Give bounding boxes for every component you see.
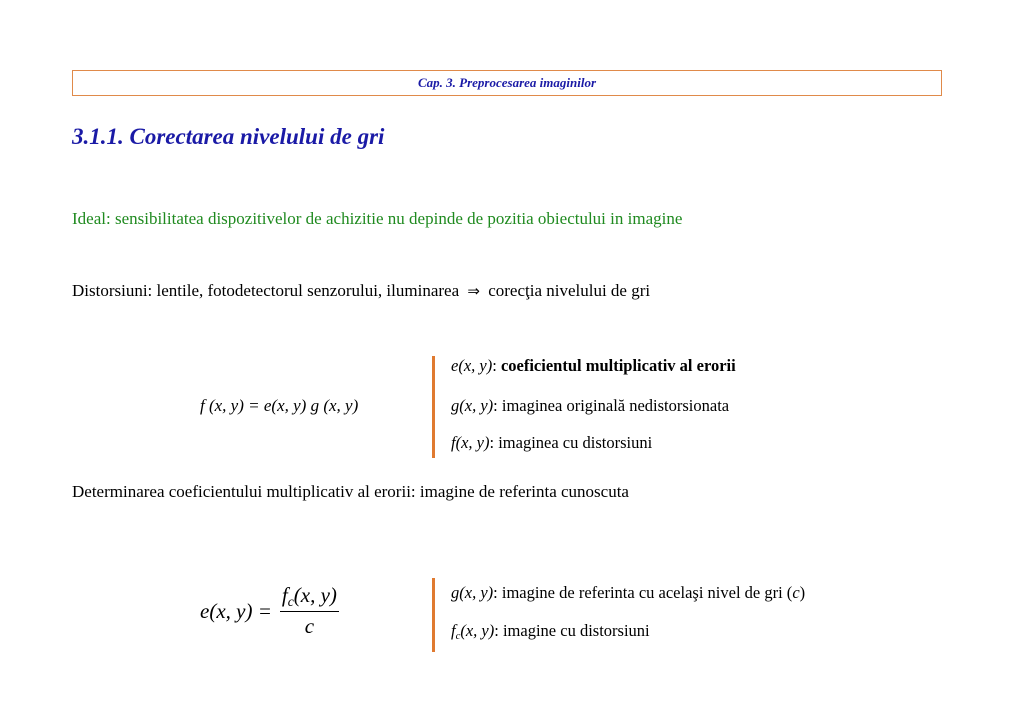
formula2-lhs: e(x, y) = (200, 598, 272, 623)
legend-item-reference-image: g(x, y): imagine de referinta cu acelaşi nivel de gri (c) (451, 583, 806, 602)
formula-error-coefficient (200, 583, 339, 639)
legend-args: (x, y) (458, 356, 493, 375)
legend-item-distorted-image: f(x, y): imaginea cu distorsiuni (451, 433, 653, 452)
section-title: 3.1.1. Corectarea nivelului de gri (72, 124, 385, 149)
numerator-args: (x, y) (293, 583, 337, 607)
distortion-suffix: corecţia nivelului de gri (488, 281, 651, 300)
legend-symbol: g (451, 396, 460, 415)
distortion-prefix: Distorsiuni: lentile, fotodetectorul senzorului, iluminarea (72, 281, 460, 300)
numerator-subscript: c (287, 594, 294, 610)
legend-text: imagine cu distorsiuni (502, 621, 650, 640)
legend-item-error-coefficient: e(x, y): coeficientul multiplicativ al erorii (451, 356, 736, 375)
legend-close: ) (799, 583, 806, 602)
ideal-paragraph: Ideal: sensibilitatea dispozitivelor de achizitie nu depinde de pozitia obiectului in imagine (72, 209, 683, 228)
legend-symbol: g (451, 583, 460, 602)
legend-text: imagine de referinta cu acelaşi nivel de gri ( (501, 583, 793, 602)
formula-distortion-model: f (x, y) = e(x, y) g (x, y) (200, 396, 359, 415)
numerator-f: f (281, 583, 288, 607)
header-box (72, 70, 942, 96)
legend-args: (x, y) (459, 396, 494, 415)
legend-args: (x, y) (460, 621, 495, 640)
legend-args: (x, y) (455, 433, 490, 452)
legend-item-original-image: g(x, y): imaginea originală nedistorsionata (451, 396, 730, 415)
fraction-denominator: c (304, 614, 315, 639)
header-title: Cap. 3. Preprocesarea imaginilor (417, 75, 597, 90)
fraction-numerator (280, 583, 339, 612)
legend-text: imaginea cu distorsiuni (498, 433, 653, 452)
legend-param: c (792, 583, 800, 602)
legend-bar-1 (432, 356, 435, 458)
legend-subscript: c (455, 630, 461, 643)
legend-item-distorted-reference: $f_c(x$, y): imagine cu distorsiuni (451, 621, 650, 643)
legend-text: coeficientul multiplicativ al erorii (500, 356, 736, 375)
legend-text: imaginea originală nedistorsionata (501, 396, 730, 415)
legend-args: (x, y) (459, 583, 494, 602)
legend-symbol: f (451, 621, 456, 640)
distortion-paragraph (72, 281, 650, 301)
determination-paragraph: Determinarea coeficientului multiplicativ al erorii: imagine de referinta cunoscuta (72, 482, 629, 501)
implies-arrow-icon: ⇒ (467, 282, 480, 300)
legend-symbol: e (451, 356, 459, 375)
legend-symbol: f (451, 433, 456, 452)
fraction (280, 583, 339, 639)
legend-bar-2 (432, 578, 435, 652)
